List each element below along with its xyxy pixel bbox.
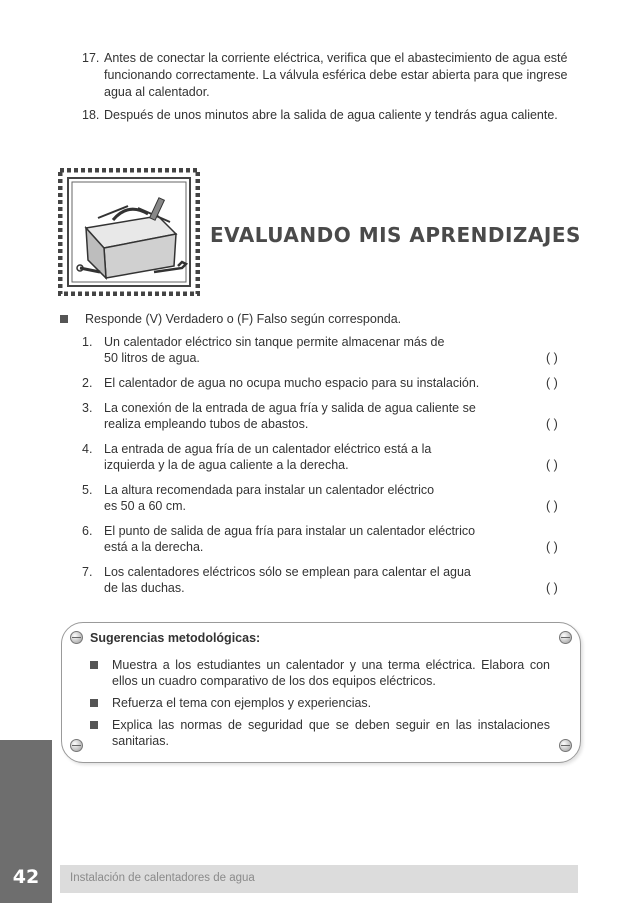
square-bullet-icon — [90, 699, 98, 707]
suggestion-text: Muestra a los estudiantes un calentador y una terma eléctrica. Elabora con ellos un cuadro comparativo de los dos equipos eléctricos. — [112, 658, 550, 688]
question-text-line: izquierda y la de agua caliente a la derecha. — [104, 458, 349, 472]
question-number: 2. — [82, 376, 93, 390]
step-text: Antes de conectar la corriente eléctrica, verifica que el abastecimiento de agua esté funcionando correctamente. La válvula esférica debe estar abierta para que ingrese agua al calentador. — [104, 51, 568, 99]
square-bullet-icon — [90, 721, 98, 729]
question-item — [82, 375, 572, 391]
step-item — [82, 107, 582, 124]
question-text-line: La conexión de la entrada de agua fría y salida de agua caliente se — [104, 401, 476, 415]
toolbox-stamp-illustration — [58, 168, 200, 296]
page-number: 42 — [12, 866, 40, 888]
suggestion-item — [90, 657, 550, 689]
question-text-line: es 50 a 60 cm. — [104, 499, 186, 513]
question-number: 6. — [82, 524, 93, 538]
question-item — [82, 441, 572, 473]
question-item — [82, 564, 572, 596]
suggestion-item — [90, 717, 550, 749]
answer-blank: ( ) — [546, 417, 558, 431]
square-bullet-icon — [60, 315, 68, 323]
step-number: 18. — [82, 108, 100, 122]
answer-blank: ( ) — [546, 376, 558, 390]
screw-icon — [559, 739, 572, 752]
screw-icon — [70, 631, 83, 644]
question-number: 3. — [82, 401, 93, 415]
true-false-questions — [82, 334, 572, 605]
suggestion-item — [90, 695, 550, 711]
step-text: Después de unos minutos abre la salida de agua caliente y tendrás agua caliente. — [104, 108, 558, 122]
methodological-suggestions-box — [61, 622, 581, 763]
step-number: 17. — [82, 51, 100, 65]
suggestions-list — [90, 657, 550, 755]
answer-blank: ( ) — [546, 499, 558, 513]
suggestion-text: Explica las normas de seguridad que se deben seguir en las instalaciones sanitarias. — [112, 718, 550, 748]
evaluation-instruction — [60, 312, 401, 326]
question-text-line: 50 litros de agua. — [104, 351, 200, 365]
screw-icon — [559, 631, 572, 644]
suggestion-text: Refuerza el tema con ejemplos y experiencias. — [112, 696, 372, 710]
question-number: 5. — [82, 483, 93, 497]
answer-blank: ( ) — [546, 351, 558, 365]
question-text-line: Un calentador eléctrico sin tanque permite almacenar más de — [104, 335, 445, 349]
answer-blank: ( ) — [546, 581, 558, 595]
section-title: EVALUANDO MIS APRENDIZAJES — [210, 223, 581, 247]
question-number: 4. — [82, 442, 93, 456]
question-item — [82, 334, 572, 366]
instruction-text: Responde (V) Verdadero o (F) Falso según corresponda. — [85, 312, 402, 326]
footer-text: Instalación de calentadores de agua — [70, 872, 255, 884]
question-text-line: realiza empleando tubos de abastos. — [104, 417, 309, 431]
step-item — [82, 50, 582, 101]
question-text-line: Los calentadores eléctricos sólo se emplean para calentar el agua — [104, 565, 471, 579]
screw-icon — [70, 739, 83, 752]
instruction-steps — [82, 50, 582, 130]
question-text-line: de las duchas. — [104, 581, 185, 595]
question-text-line: La entrada de agua fría de un calentador eléctrico está a la — [104, 442, 432, 456]
answer-blank: ( ) — [546, 540, 558, 554]
suggestions-title: Sugerencias metodológicas: — [90, 631, 261, 645]
footer-bar — [60, 865, 578, 893]
question-text-line: El punto de salida de agua fría para instalar un calentador eléctrico — [104, 524, 476, 538]
question-item — [82, 400, 572, 432]
answer-blank: ( ) — [546, 458, 558, 472]
question-text-line: El calentador de agua no ocupa mucho espacio para su instalación. — [104, 376, 480, 390]
question-number: 1. — [82, 335, 93, 349]
question-item — [82, 523, 572, 555]
question-text-line: está a la derecha. — [104, 540, 204, 554]
question-number: 7. — [82, 565, 93, 579]
question-item — [82, 482, 572, 514]
question-text-line: La altura recomendada para instalar un calentador eléctrico — [104, 483, 435, 497]
square-bullet-icon — [90, 661, 98, 669]
